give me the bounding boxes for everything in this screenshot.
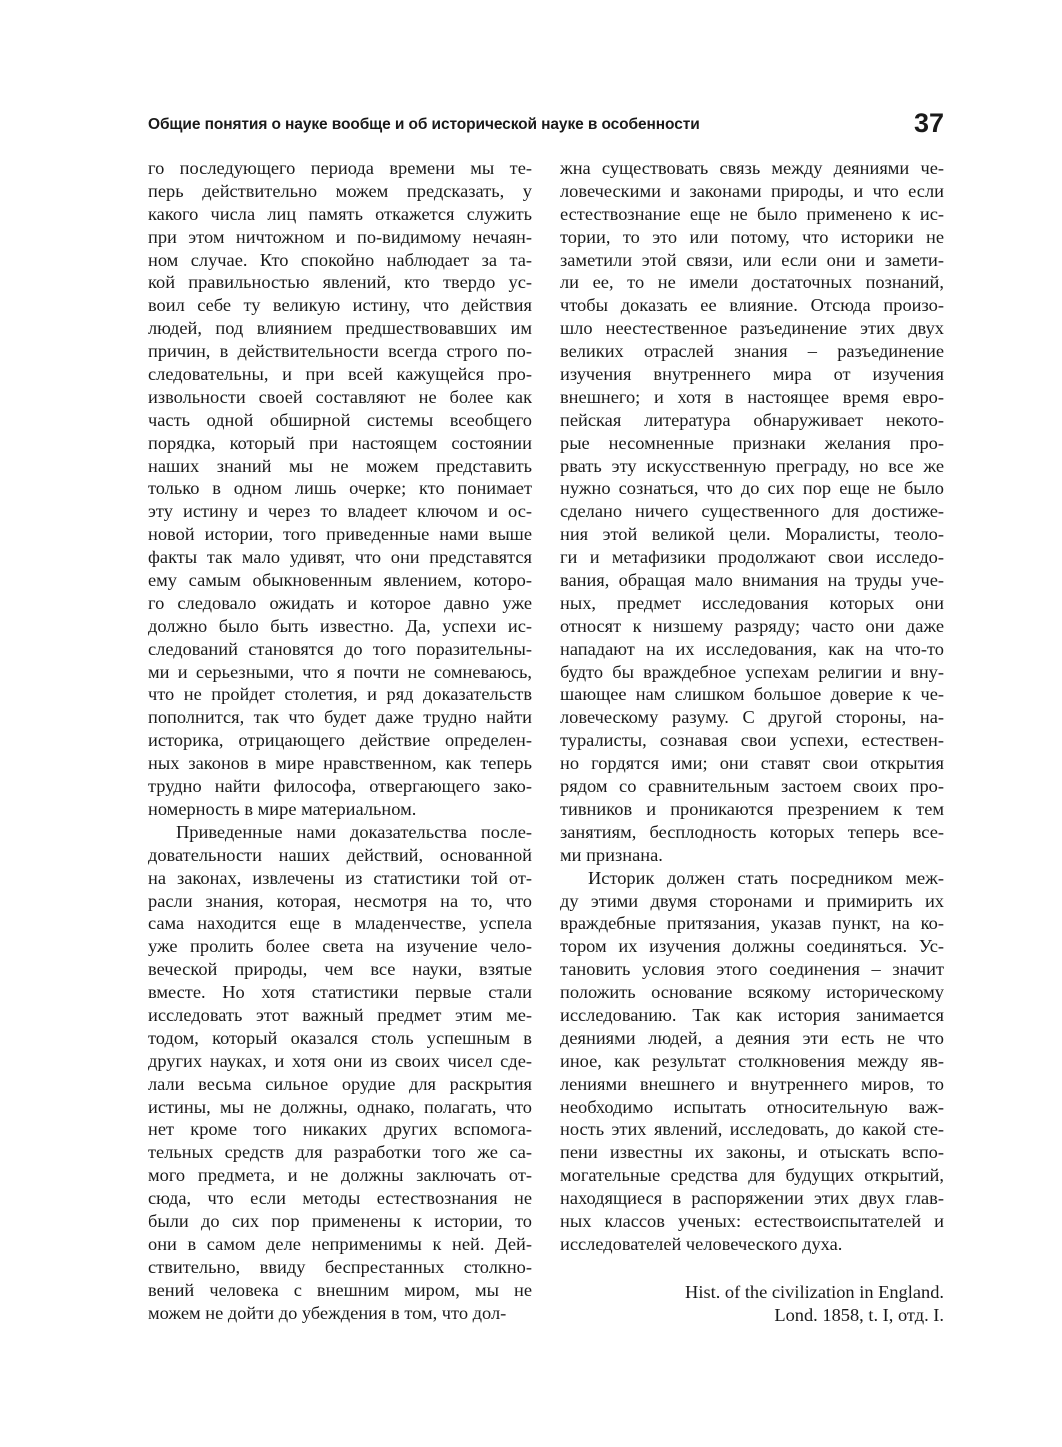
left-text-column [148,157,532,1324]
text-line: деяниями людей, а деяния эти есть не что [560,1027,944,1048]
text-line: ги и метафизики продолжают свои исследо- [560,547,944,568]
text-line: следований становятся до того поразительны- [148,638,532,659]
text-line: тодом, который оказался столь успешным в [148,1027,532,1048]
text-line: ных законов в мире нравственном, как теперь [148,753,532,774]
text-line: других науках, и хотя они из своих чисел сде- [148,1050,532,1071]
text-line: нет кроме того никаких других вспомога- [148,1119,532,1140]
text-line: лениями внешнего и внутреннего миров, то [560,1073,944,1094]
text-line: истины, мы не должны, однако, полагать, что [148,1096,532,1117]
text-line: эту истину и через то владеет ключом и ос- [148,501,532,522]
text-line: шло неестественное разъединение этих двух [560,318,944,339]
text-line: воил себе ту великую истину, что действия [148,295,532,316]
text-line: тором их изучения должны соединяться. Ус- [560,936,944,957]
text-line: ных классов ученых: естествоиспытателей и [560,1210,944,1231]
text-line: на законах, извлечены из статистики той от- [148,867,532,888]
text-line: тельных средств для разработки того же са- [148,1142,532,1163]
text-line: естествознание еще не было применено к ис- [560,203,944,224]
text-line: какого числа лиц память откажется служить [148,203,532,224]
citation [560,1281,944,1327]
text-line: уже пролить более света на изучение чело- [148,936,532,957]
text-line: тановить условия этого соединения – значит [560,959,944,980]
text-line: Историк должен стать посредником меж- [588,867,944,888]
text-line: ду этими двумя сторонами и примирить их [560,890,944,911]
text-line: довательности наших действий, основанной [148,844,532,865]
text-line: тории, то это или потому, что историки не [560,226,944,247]
text-line: находящиеся в распоряжении этих двух глав- [560,1188,944,1209]
text-line: что не пройдет столетия, и ряд доказательств [148,684,532,705]
text-line: но гордятся ими; они ставят свои открытия [560,753,944,774]
text-line: лали весьма сильное орудие для раскрытия [148,1073,532,1094]
text-line: перь действительно можем предсказать, у [148,180,532,201]
text-line: людей, под влиянием предшествовавших им [148,318,532,339]
page-number: 37 [913,108,944,138]
text-line: новой истории, того приведенные нами выше [148,524,532,545]
text-line: кой правильностью явлений, кто твердо ус- [148,272,532,293]
text-line: нападают на их исследования, как на что-то [560,638,944,659]
text-line: извольности своей составляют не более как [148,386,532,407]
text-line: внешнего; и хотя в настоящее время евро- [560,386,944,407]
text-line: заметили этой связи, или если они и замети- [560,249,944,270]
text-line: го следовало ожидать и которое давно уже [148,592,532,613]
text-line: вания, обращая мало внимания на труды уче- [560,570,944,591]
citation-line: Hist. of the civilization in England. [685,1282,944,1302]
text-line: изучения внутреннего мира от изучения [560,364,944,385]
text-line: номерность в мире материальном. [148,798,417,819]
text-line: ствительно, ввиду беспрестанных столкно- [148,1256,532,1277]
text-line: часть одной обширной системы всеобщего [148,409,532,430]
text-line: великих отраслей знания – разъединение [560,341,944,362]
text-line: должно было быть известно. Да, успехи ис- [148,615,532,636]
text-line: положить основание всякому историческому [560,982,944,1003]
text-line: ность этих явлений, исследовать, до какой сте- [560,1119,944,1140]
text-line: го последующего периода времени мы те- [148,158,532,178]
text-line: мого предмета, и не должны заключать от- [148,1165,532,1186]
text-line: при этом ничтожном и по-видимому нечаян- [148,226,532,247]
text-line: ном случае. Кто спокойно наблюдает за та- [148,249,532,270]
text-line: ему самым обыкновенным явлением, которо- [148,570,532,591]
text-line: пополнится, так что будет даже трудно найти [148,707,532,728]
text-line: враждебные притязания, указав пункт, на ко- [560,913,944,934]
text-line: исследователей человеческого духа. [560,1233,843,1254]
text-line: шающее нам слишком большое доверие к че- [560,684,944,705]
text-line: были до сих пор применены к истории, то [148,1210,532,1231]
text-line: можем не дойти до убеждения в том, что дол- [148,1302,507,1323]
text-line: факты так мало удивят, что они представятся [148,547,532,568]
text-line: ми признана. [560,844,663,865]
text-line: только в одном лишь очерке; кто понимает [148,478,532,499]
text-line: иное, как результат столкновения между яв- [560,1050,944,1071]
text-line: нужно сознаться, что до сих пор еще не было [560,478,944,499]
text-line: следовательны, и при всей кажущейся про- [148,364,532,385]
text-line: они в самом деле неприменимы к ней. Дей- [148,1233,532,1254]
text-line: туралисты, сознавая свои успехи, естествен- [560,730,944,751]
text-line: рые несомненные признаки желания про- [560,432,944,453]
running-head-title: Общие понятия о науке вообще и об исторической науке в особенности [148,116,700,133]
text-line: будто бы враждебное успехам религии и вну- [560,661,944,682]
text-line: исследованию. Так как история занимается [560,1004,944,1025]
text-line: чтобы доказать ее влияние. Отсюда произо- [560,295,944,316]
text-line: пейская литература обнаруживает некото- [560,409,944,430]
text-line: трудно найти философа, отвергающего зако- [148,776,532,797]
running-header [148,108,944,144]
text-line: занятиям, бесплодность которых теперь все- [560,821,944,842]
text-line: вений человека с внешним миром, мы не [148,1279,532,1300]
text-line: пени известны их законы, и отыскать вспо- [560,1142,944,1163]
text-line: сама находится еще в младенчестве, успела [148,913,532,934]
text-line: ловеческими и законами природы, и что если [560,180,944,201]
text-line: порядка, который при настоящем состоянии [148,432,532,453]
text-line: сюда, что если методы естествознания не [148,1188,532,1209]
text-line: ловеческому разуму. С другой стороны, на- [560,707,944,728]
text-line: веческой природы, чем все науки, взятые [148,959,532,980]
text-line: причин, в действительности всегда строго по- [148,341,532,362]
text-line: расли знания, которая, несмотря на то, что [148,890,532,911]
text-line: Приведенные нами доказательства после- [176,821,532,842]
text-line: рядом со сравнительным застоем своих про- [560,776,944,797]
text-line: исследовать этот важный предмет этим ме- [148,1004,532,1025]
citation-line: Lond. 1858, t. I, отд. I. [774,1304,944,1325]
text-line: ных, предмет исследования которых они [560,592,944,613]
text-line: вместе. Но хотя статистики первые стали [148,982,532,1003]
text-line: относят к низшему разряду; часто они даже [560,615,944,636]
text-line: жна существовать связь между деяниями че- [560,158,944,178]
text-line: рвать эту искусственную преграду, но все же [560,455,944,476]
text-line: наших знаний мы не можем представить [148,455,532,476]
text-line: историка, отрицающего действие определен- [148,730,532,751]
text-line: тивников и проникаются презрением к тем [560,798,944,819]
text-line: необходимо испытать относительную важ- [560,1096,944,1117]
right-text-column [560,157,944,1256]
text-line: ли ее, то не имели достаточных познаний, [560,272,944,293]
text-line: сделано ничего существенного для достиже- [560,501,944,522]
text-line: ния этой великой цели. Моралисты, теоло- [560,524,944,545]
text-line: ми и серьезными, что я почти не сомневаюсь, [148,661,532,682]
text-line: могательные средства для будущих открытий, [560,1165,944,1186]
